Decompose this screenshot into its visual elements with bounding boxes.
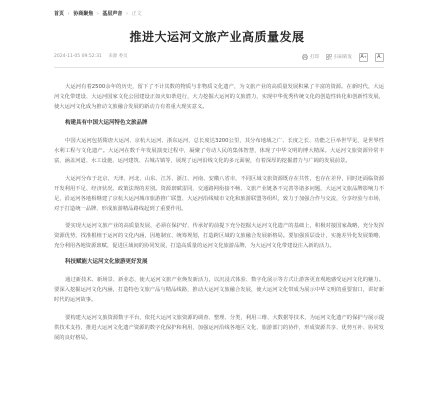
article-paragraph: 通过新技术、新场景、新业态，使大运河文旅产业焕发新活力，以沉浸式体验、数字化展示等方式让游客更直观地感受运河文化的魅力。要深入挖掘运河文化内涵，打造特色文旅产品与精品线路，推动大运河文旅融合发展，使大运河文化带成为展示中华文明的重要窗口，讲好新时代的运河故事。 [54, 277, 384, 304]
article-paragraph: 大运河分布于北京、天津、河北、山东、江苏、浙江、河南、安徽八省市，不同区域文旅资源既存在共性，也存在差异，同时还面临资源开发利用不足、经济状况、政策法规的差别。资源禀赋雷同、交通路网衔接不畅、文旅产业链条不完善等诸多问题，大运河文旅品牌影响力不足，沿运河各地相继建了京杭大运河城市旅游推广联盟、大运河沿线城市文化和旅游联盟等组织，致力于加强合作与交流，分享经验与市场，对于打造统一品牌、形成旅游精品路线起到了重要作用。 [54, 175, 384, 212]
article-paragraph: 要实现大运河文旅产业的高质量发展，必须在保护好、传承好的前提下充分挖掘大运河文化遗产的基础上，积极对接国家战略，充分发挥资源优势，找准根植于运河的文化内涵，因地制宜、统筹规划，打造跨区域的文旅融合发展新格局。要加强顶层设计，实施差异化发展策略，充分利用各地资源禀赋，促进区域间的协同发展，打造高质量的运河文化旅游品牌，为大运河文化带建设注入新的活力。 [54, 222, 384, 250]
breadcrumb-home-link[interactable]: 首页 [54, 11, 65, 17]
article-meta-info [54, 53, 133, 59]
share-label: 扫码转发 [334, 55, 352, 60]
header-divider [54, 67, 384, 68]
article-meta [54, 51, 384, 63]
article-date: 2024-11-05 09:52:31 [54, 54, 102, 59]
qr-code-icon [326, 54, 332, 60]
breadcrumb [54, 10, 142, 17]
article-subheading: 科技赋能大运河文化旅游更好发展 [65, 259, 148, 266]
article-paragraph: 大运河有着2500余年的历史，留下了不计其数的物质与非物质文化遗产，为文旅产业的高质量发展积累了丰富的资源。在新时代，大运河文化带建设、大运河国家文化公园建设正如火如荼进行，大力挖掘大运河的文旅潜力，实现中华优秀传统文化的创造性转化和创新性发展，使大运河文化成为推动文旅融合发展的新动力有着重大现实意义。 [54, 84, 384, 111]
breadcrumb-separator: › [67, 11, 70, 17]
article-tools [302, 51, 384, 63]
font-decrease-label: A [377, 54, 381, 60]
article-source: 来源 委员 [108, 54, 128, 59]
breadcrumb-separator: › [126, 11, 129, 17]
breadcrumb-separator: › [96, 11, 99, 17]
print-button[interactable] [302, 54, 319, 60]
font-increase-label: A [360, 54, 364, 60]
breadcrumb-section-link[interactable]: 协商聚焦 [73, 11, 94, 17]
printer-icon [302, 54, 308, 60]
article-paragraph: 中国大运河包括隋唐大运河、京杭大运河、浙东运河，总长度达3200公里，其分布地域之广、长度之长、功能之巨举世罕见，是世界性水利工程与文化遗产。大运河在数千年发展演变过程中，凝聚了劳动人民的集体智慧，体现了中华文明的博大精深。大运河文旅资源异常丰富，涵盖河道、水工设施、运河建筑、古城古镇等，展现了运河沿线文化的多元面貌，有着深厚的挖掘潜力与广阔的发展前景。 [54, 138, 384, 165]
article-paragraph: 要构建大运河文旅资源数字平台，依托大运河文旅资源的调查、整理、分类，利用三维、大数据等技术，为运河文化遗产的保护与展示提供技术支持，推进大运河文化遗产资源的数字化保护和利用，加强运河沿线各地区文化、旅游部门的协作，形成资源共享、优势互补、协同发展的良好格局。 [54, 314, 384, 341]
breadcrumb-subsection-link[interactable]: 基层声音 [102, 11, 123, 17]
article-title: 推进大运河文旅产业高质量发展 [129, 30, 305, 44]
article-subheading: 构建具有中国大运河特色文旅品牌 [65, 120, 148, 127]
font-decrease-button[interactable]: A - [375, 53, 384, 62]
font-increase-button[interactable]: A + [360, 54, 367, 60]
share-button[interactable] [326, 54, 352, 60]
article-body [54, 82, 384, 350]
print-label: 打印 [310, 55, 319, 60]
breadcrumb-current: 正文 [131, 11, 142, 17]
